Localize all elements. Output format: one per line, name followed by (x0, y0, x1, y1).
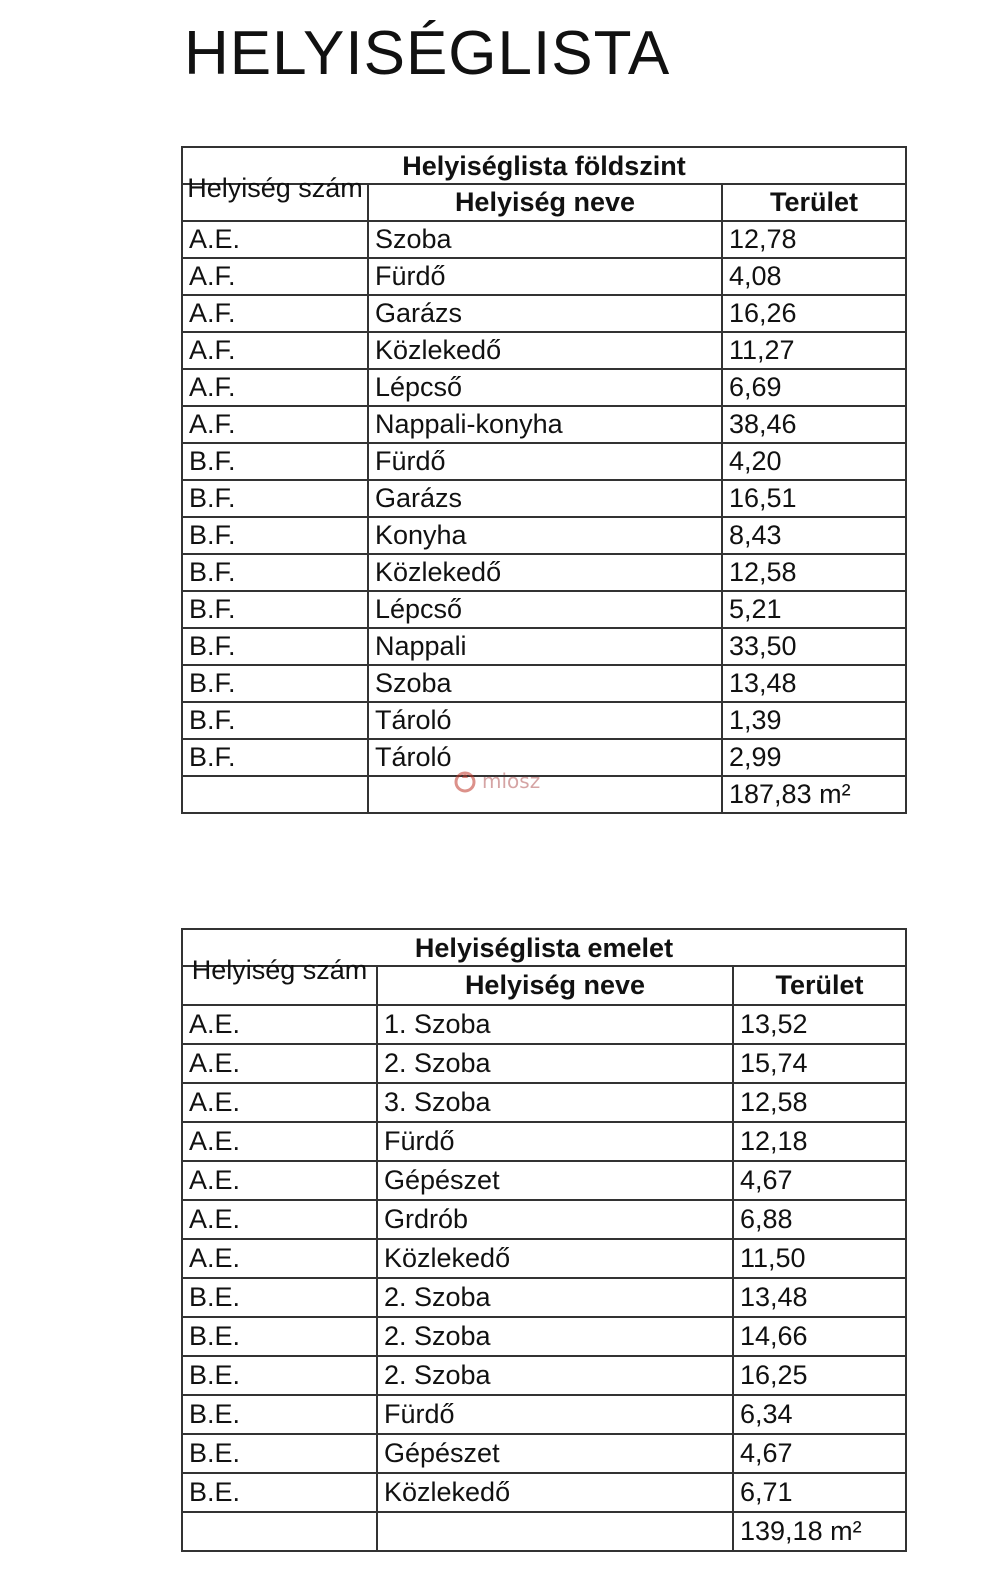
room-name-cell: Garázs (369, 296, 723, 333)
table-row (183, 518, 907, 555)
table-row (183, 444, 907, 481)
room-number-cell: B.F. (183, 666, 369, 703)
area-cell: 1,39 (723, 703, 907, 740)
room-number-cell: B.E. (183, 1279, 378, 1318)
area-cell: 6,69 (723, 370, 907, 407)
room-name-cell: Lépcső (369, 592, 723, 629)
area-cell: 15,74 (734, 1045, 907, 1084)
room-number-cell: A.F. (183, 296, 369, 333)
watermark-text: miosz (482, 769, 541, 793)
area-cell: 6,71 (734, 1474, 907, 1513)
area-cell: 13,52 (734, 1006, 907, 1045)
room-name-cell: 2. Szoba (378, 1279, 734, 1318)
table-row (183, 259, 907, 296)
total-empty-cell (183, 1513, 378, 1552)
area-cell: 16,51 (723, 481, 907, 518)
room-number-cell: B.E. (183, 1396, 378, 1435)
table-row (183, 481, 907, 518)
table-grid (181, 955, 907, 1552)
table-row (183, 1162, 907, 1201)
area-cell: 11,27 (723, 333, 907, 370)
table-row (183, 740, 907, 777)
table-body (183, 222, 907, 777)
room-name-cell: Fürdő (378, 1123, 734, 1162)
room-number-cell: B.F. (183, 518, 369, 555)
room-number-cell: B.E. (183, 1435, 378, 1474)
table-row (183, 629, 907, 666)
room-name-cell: 2. Szoba (378, 1357, 734, 1396)
area-cell: 38,46 (723, 407, 907, 444)
room-name-cell: Grdrób (378, 1201, 734, 1240)
area-cell: 13,48 (734, 1279, 907, 1318)
room-name-cell: Közlekedő (378, 1474, 734, 1513)
room-name-cell: Nappali (369, 629, 723, 666)
room-number-cell: A.E. (183, 222, 369, 259)
table-row (183, 592, 907, 629)
area-cell: 2,99 (723, 740, 907, 777)
area-cell: 12,18 (734, 1123, 907, 1162)
header-area: Terület (723, 185, 907, 222)
room-number-cell: B.F. (183, 740, 369, 777)
room-name-cell: Közlekedő (378, 1240, 734, 1279)
room-number-cell: B.E. (183, 1318, 378, 1357)
room-number-cell: A.E. (183, 1240, 378, 1279)
header-area: Terület (734, 967, 907, 1006)
room-number-cell: B.F. (183, 481, 369, 518)
table-row (183, 1006, 907, 1045)
table-row (183, 555, 907, 592)
area-cell: 4,20 (723, 444, 907, 481)
table-row (183, 1201, 907, 1240)
room-number-cell: A.E. (183, 1006, 378, 1045)
room-name-cell: 2. Szoba (378, 1318, 734, 1357)
total-empty-cell (378, 1513, 734, 1552)
room-name-cell: Fürdő (369, 444, 723, 481)
room-number-cell: A.E. (183, 1162, 378, 1201)
room-name-cell: Tároló (369, 740, 723, 777)
ground-floor-room-table (181, 146, 907, 814)
table-row (183, 1435, 907, 1474)
table-row (183, 333, 907, 370)
room-name-cell: Nappali-konyha (369, 407, 723, 444)
table-row (183, 1084, 907, 1123)
total-row (183, 1513, 907, 1552)
table-row (183, 1396, 907, 1435)
total-row (183, 777, 907, 814)
table-header-row (183, 173, 907, 222)
area-cell: 5,21 (723, 592, 907, 629)
room-name-cell: Garázs (369, 481, 723, 518)
table-row (183, 222, 907, 259)
room-number-cell: B.F. (183, 703, 369, 740)
room-name-cell: 2. Szoba (378, 1045, 734, 1084)
area-cell: 16,26 (723, 296, 907, 333)
room-number-cell: A.E. (183, 1084, 378, 1123)
table-row (183, 1318, 907, 1357)
table-row (183, 1279, 907, 1318)
total-empty-cell (183, 777, 369, 814)
room-name-cell: Lépcső (369, 370, 723, 407)
room-number-cell: A.F. (183, 333, 369, 370)
room-name-cell: Közlekedő (369, 333, 723, 370)
room-name-cell: Fürdő (378, 1396, 734, 1435)
table-row (183, 1045, 907, 1084)
total-area: 139,18 m² (734, 1513, 907, 1552)
room-number-cell: A.F. (183, 259, 369, 296)
room-number-cell: B.E. (183, 1357, 378, 1396)
area-cell: 33,50 (723, 629, 907, 666)
page-title: HELYISÉGLISTA (184, 19, 671, 88)
room-number-cell: B.F. (183, 592, 369, 629)
upper-floor-room-table (181, 928, 907, 1552)
room-number-cell: A.E. (183, 1201, 378, 1240)
area-cell: 14,66 (734, 1318, 907, 1357)
area-cell: 4,08 (723, 259, 907, 296)
area-cell: 12,58 (723, 555, 907, 592)
table-row (183, 1123, 907, 1162)
area-cell: 12,58 (734, 1084, 907, 1123)
table-row (183, 703, 907, 740)
room-name-cell: Gépészet (378, 1435, 734, 1474)
table-row (183, 1240, 907, 1279)
area-cell: 4,67 (734, 1162, 907, 1201)
room-number-cell: A.E. (183, 1123, 378, 1162)
table-row (183, 407, 907, 444)
table-row (183, 370, 907, 407)
room-number-cell: B.F. (183, 444, 369, 481)
table-row (183, 1357, 907, 1396)
header-room-number: Helyiség szám (183, 185, 369, 222)
area-cell: 11,50 (734, 1240, 907, 1279)
table-row (183, 296, 907, 333)
room-number-cell: B.F. (183, 555, 369, 592)
header-room-name: Helyiség neve (378, 967, 734, 1006)
header-room-name: Helyiség neve (369, 185, 723, 222)
area-cell: 16,25 (734, 1357, 907, 1396)
area-cell: 8,43 (723, 518, 907, 555)
room-name-cell: 3. Szoba (378, 1084, 734, 1123)
room-number-cell: B.E. (183, 1474, 378, 1513)
table-row (183, 666, 907, 703)
room-number-cell: A.F. (183, 407, 369, 444)
room-name-cell: Szoba (369, 222, 723, 259)
table-header-row (183, 955, 907, 1006)
table-grid (181, 173, 907, 814)
table-body (183, 1006, 907, 1513)
room-name-cell: Fürdő (369, 259, 723, 296)
total-empty-cell (369, 777, 723, 814)
area-cell: 12,78 (723, 222, 907, 259)
watermark-logo-icon (452, 768, 478, 794)
table-row (183, 1474, 907, 1513)
header-room-number: Helyiség szám (183, 967, 378, 1006)
room-name-cell: Konyha (369, 518, 723, 555)
room-number-cell: A.F. (183, 370, 369, 407)
room-name-cell: Szoba (369, 666, 723, 703)
room-name-cell: 1. Szoba (378, 1006, 734, 1045)
total-area: 187,83 m² (723, 777, 907, 814)
room-number-cell: B.F. (183, 629, 369, 666)
area-cell: 13,48 (723, 666, 907, 703)
room-name-cell: Közlekedő (369, 555, 723, 592)
table-caption: Helyiséglista földszint (181, 146, 907, 183)
area-cell: 6,88 (734, 1201, 907, 1240)
room-number-cell: A.E. (183, 1045, 378, 1084)
area-cell: 4,67 (734, 1435, 907, 1474)
table-caption: Helyiséglista emelet (181, 928, 907, 965)
area-cell: 6,34 (734, 1396, 907, 1435)
room-name-cell: Gépészet (378, 1162, 734, 1201)
watermark (452, 768, 540, 794)
room-name-cell: Tároló (369, 703, 723, 740)
